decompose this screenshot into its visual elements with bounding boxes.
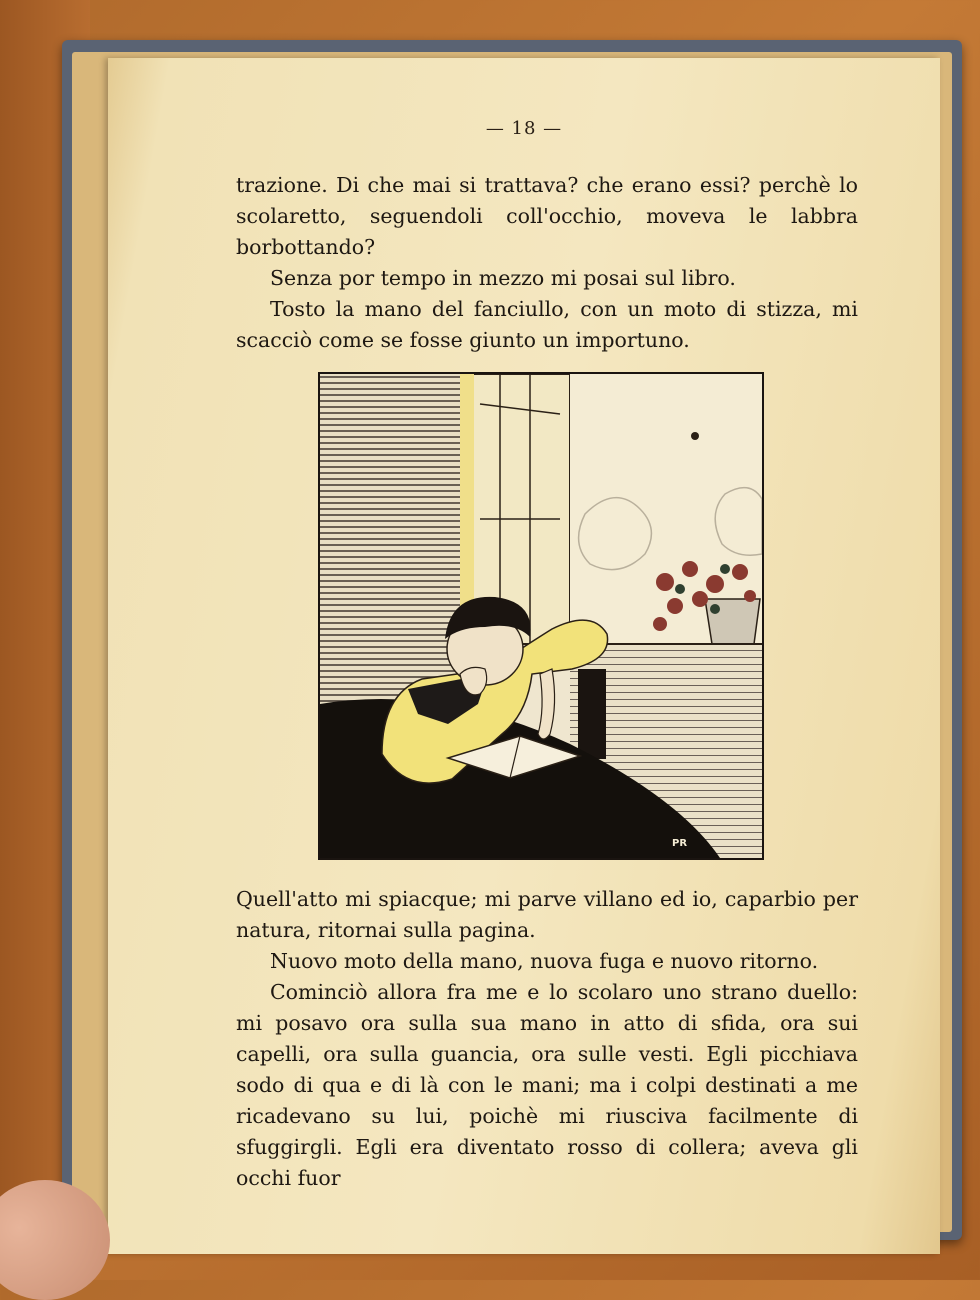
illustration-signature: PR bbox=[672, 838, 688, 849]
fly-icon bbox=[691, 432, 699, 440]
page-number: — 18 — bbox=[485, 118, 563, 139]
paragraph-1: trazione. Di che mai si trattava? che erano essi? perchè lo scolaretto, seguendoli coll'occhio, moveva le labbra borbottando? bbox=[236, 173, 858, 259]
paragraph-4: Quell'atto mi spiacque; mi parve villano ed io, caparbio per natura, ritornai sulla pagina. bbox=[236, 887, 858, 942]
paragraph-5: Nuovo moto della mano, nuova fuga e nuovo ritorno. bbox=[270, 949, 819, 973]
top-text-block bbox=[236, 170, 858, 356]
illustration-boy-reading bbox=[318, 372, 764, 860]
book-page bbox=[108, 58, 940, 1254]
paragraph-6: Cominciò allora fra me e lo scolaro uno strano duello: mi posavo ora sulla sua mano in atto di sfida, ora sui capelli, ora sulla guancia, ora sulle vesti. Egli picchiava sodo di qua e di là con le mani; ma i colpi destinati a me ricadevano su lui, poichè mi riusciva facilmente di sfuggirgli. Egli era diventato rosso di collera; aveva gli occhi fuor bbox=[236, 980, 858, 1190]
bottom-text-block bbox=[236, 884, 858, 1194]
paragraph-3: Tosto la mano del fanciullo, con un moto di stizza, mi scacciò come se fosse giunto un importuno. bbox=[236, 297, 858, 352]
paragraph-2: Senza por tempo in mezzo mi posai sul libro. bbox=[270, 266, 736, 290]
